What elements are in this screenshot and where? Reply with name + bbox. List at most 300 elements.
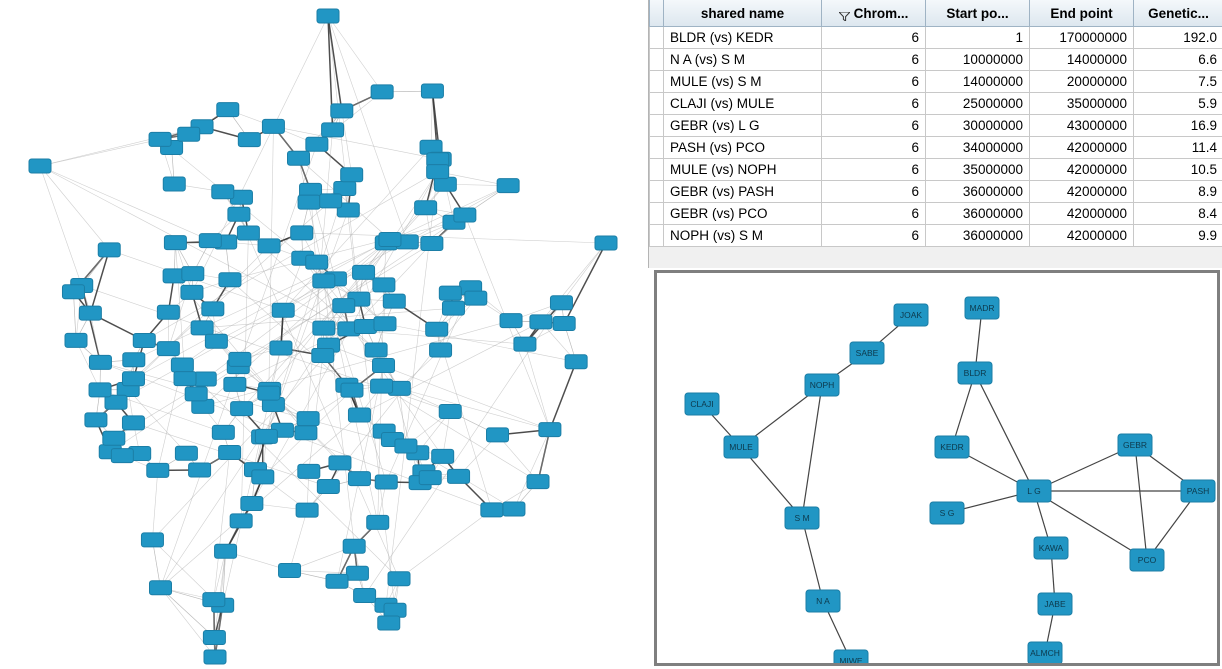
- network-node[interactable]: [353, 265, 375, 279]
- network-node[interactable]: [262, 119, 284, 133]
- network-node[interactable]: [333, 299, 355, 313]
- network-node[interactable]: [395, 439, 417, 453]
- network-node[interactable]: [204, 650, 226, 664]
- network-node[interactable]: [255, 429, 277, 443]
- network-node-shape[interactable]: [298, 464, 320, 478]
- network-node[interactable]: [371, 85, 393, 99]
- table-cell[interactable]: 6: [822, 71, 926, 93]
- network-node-shape[interactable]: [224, 377, 246, 391]
- network-node[interactable]: [421, 236, 443, 250]
- network-node-shape[interactable]: [228, 207, 250, 221]
- network-node-shape[interactable]: [374, 317, 396, 331]
- network-node[interactable]: [212, 185, 234, 199]
- network-node[interactable]: [171, 358, 193, 372]
- subnetwork-node[interactable]: [685, 393, 719, 415]
- network-node-shape[interactable]: [164, 236, 186, 250]
- row-gutter-cell[interactable]: [650, 159, 664, 181]
- network-node-shape[interactable]: [320, 194, 342, 208]
- network-node[interactable]: [111, 449, 133, 463]
- network-node-shape[interactable]: [149, 132, 171, 146]
- row-gutter-cell[interactable]: [650, 203, 664, 225]
- network-node[interactable]: [497, 179, 519, 193]
- network-node[interactable]: [371, 379, 393, 393]
- table-cell[interactable]: 10000000: [926, 49, 1030, 71]
- table-cell[interactable]: 35000000: [1030, 93, 1134, 115]
- table-row[interactable]: [650, 71, 1222, 93]
- table-row[interactable]: [650, 181, 1222, 203]
- column-header-2[interactable]: [926, 0, 1030, 27]
- table-cell[interactable]: 8.4: [1134, 203, 1222, 225]
- network-node[interactable]: [164, 236, 186, 250]
- network-node[interactable]: [133, 333, 155, 347]
- table-cell[interactable]: 6: [822, 93, 926, 115]
- network-node[interactable]: [432, 449, 454, 463]
- network-node-shape[interactable]: [481, 503, 503, 517]
- network-node[interactable]: [481, 503, 503, 517]
- network-node-shape[interactable]: [487, 428, 509, 442]
- network-node-shape[interactable]: [272, 303, 294, 317]
- table-row[interactable]: [650, 203, 1222, 225]
- table-cell[interactable]: 170000000: [1030, 27, 1134, 49]
- network-node-shape[interactable]: [442, 301, 464, 315]
- table-cell[interactable]: 14000000: [1030, 49, 1134, 71]
- network-node-shape[interactable]: [189, 463, 211, 477]
- row-gutter-cell[interactable]: [650, 115, 664, 137]
- subnetwork-edge[interactable]: [1135, 445, 1147, 560]
- network-node[interactable]: [191, 321, 213, 335]
- network-node[interactable]: [228, 207, 250, 221]
- table-cell[interactable]: 16.9: [1134, 115, 1222, 137]
- network-node-shape[interactable]: [454, 208, 476, 222]
- network-node-shape[interactable]: [203, 631, 225, 645]
- subnetwork-node[interactable]: [930, 502, 964, 524]
- table-cell[interactable]: 30000000: [926, 115, 1030, 137]
- network-node[interactable]: [430, 343, 452, 357]
- network-node[interactable]: [322, 123, 344, 137]
- network-node-shape[interactable]: [365, 343, 387, 357]
- network-node[interactable]: [343, 539, 365, 553]
- row-gutter-cell[interactable]: [650, 181, 664, 203]
- table-cell[interactable]: 36000000: [926, 203, 1030, 225]
- network-node[interactable]: [373, 278, 395, 292]
- network-node[interactable]: [298, 464, 320, 478]
- network-node-shape[interactable]: [141, 533, 163, 547]
- filter-icon[interactable]: [839, 9, 850, 18]
- table-cell[interactable]: 6: [822, 115, 926, 137]
- network-node-shape[interactable]: [219, 445, 241, 459]
- network-node[interactable]: [383, 294, 405, 308]
- subnetwork-view[interactable]: [654, 270, 1220, 666]
- network-node-shape[interactable]: [288, 151, 310, 165]
- network-node-shape[interactable]: [439, 286, 461, 300]
- network-node[interactable]: [203, 631, 225, 645]
- network-node[interactable]: [217, 103, 239, 117]
- table-row[interactable]: [650, 115, 1222, 137]
- network-node[interactable]: [147, 463, 169, 477]
- network-node-shape[interactable]: [317, 9, 339, 23]
- network-node[interactable]: [175, 446, 197, 460]
- network-node-shape[interactable]: [238, 133, 260, 147]
- table-cell[interactable]: MULE (vs) S M: [664, 71, 822, 93]
- network-node-shape[interactable]: [379, 233, 401, 247]
- network-node-shape[interactable]: [465, 291, 487, 305]
- network-node[interactable]: [320, 194, 342, 208]
- table-cell[interactable]: 6.6: [1134, 49, 1222, 71]
- network-node[interactable]: [553, 317, 575, 331]
- network-node-shape[interactable]: [296, 503, 318, 517]
- network-node-shape[interactable]: [527, 475, 549, 489]
- network-node-shape[interactable]: [331, 104, 353, 118]
- network-node-shape[interactable]: [98, 243, 120, 257]
- network-node[interactable]: [89, 355, 111, 369]
- network-node[interactable]: [219, 273, 241, 287]
- network-node-shape[interactable]: [298, 195, 320, 209]
- table-cell[interactable]: 20000000: [1030, 71, 1134, 93]
- network-node[interactable]: [514, 337, 536, 351]
- network-node-shape[interactable]: [203, 593, 225, 607]
- network-node[interactable]: [365, 343, 387, 357]
- table-cell[interactable]: 11.4: [1134, 137, 1222, 159]
- network-node[interactable]: [317, 9, 339, 23]
- network-node[interactable]: [421, 84, 443, 98]
- network-node-shape[interactable]: [122, 416, 144, 430]
- network-node[interactable]: [375, 475, 397, 489]
- network-node-shape[interactable]: [373, 358, 395, 372]
- table-row[interactable]: [650, 137, 1222, 159]
- table-cell[interactable]: 42000000: [1030, 137, 1134, 159]
- table-cell[interactable]: 7.5: [1134, 71, 1222, 93]
- network-node-shape[interactable]: [252, 470, 274, 484]
- table-cell[interactable]: GEBR (vs) PASH: [664, 181, 822, 203]
- network-node[interactable]: [439, 404, 461, 418]
- row-gutter-cell[interactable]: [650, 137, 664, 159]
- table-cell[interactable]: 192.0: [1134, 27, 1222, 49]
- network-node[interactable]: [149, 132, 171, 146]
- subnetwork-node[interactable]: [894, 304, 928, 326]
- network-node-shape[interactable]: [514, 337, 536, 351]
- network-node[interactable]: [295, 426, 317, 440]
- network-node[interactable]: [178, 127, 200, 141]
- network-node-shape[interactable]: [383, 294, 405, 308]
- subnetwork-canvas[interactable]: [657, 273, 1217, 663]
- network-node-shape[interactable]: [62, 285, 84, 299]
- row-gutter-cell[interactable]: [650, 49, 664, 71]
- network-node-shape[interactable]: [147, 463, 169, 477]
- network-node[interactable]: [539, 423, 561, 437]
- network-node-shape[interactable]: [182, 267, 204, 281]
- network-node-shape[interactable]: [348, 472, 370, 486]
- network-node-shape[interactable]: [421, 84, 443, 98]
- network-node[interactable]: [415, 201, 437, 215]
- network-node[interactable]: [373, 358, 395, 372]
- network-node[interactable]: [123, 353, 145, 367]
- subnetwork-node[interactable]: [1028, 642, 1062, 663]
- network-node-shape[interactable]: [430, 343, 452, 357]
- network-node-shape[interactable]: [497, 179, 519, 193]
- table-cell[interactable]: 8.9: [1134, 181, 1222, 203]
- network-node-shape[interactable]: [306, 137, 328, 151]
- network-node-shape[interactable]: [65, 333, 87, 347]
- network-node-shape[interactable]: [178, 127, 200, 141]
- network-node-shape[interactable]: [202, 302, 224, 316]
- network-node-shape[interactable]: [262, 119, 284, 133]
- network-node[interactable]: [346, 566, 368, 580]
- subnetwork-node[interactable]: [1034, 537, 1068, 559]
- network-node[interactable]: [174, 372, 196, 386]
- table-cell[interactable]: N A (vs) S M: [664, 49, 822, 71]
- network-node-shape[interactable]: [111, 449, 133, 463]
- table-row[interactable]: [650, 49, 1222, 71]
- network-node[interactable]: [550, 296, 572, 310]
- network-node-shape[interactable]: [439, 404, 461, 418]
- table-header-row[interactable]: [650, 0, 1222, 27]
- subnetwork-edge[interactable]: [975, 373, 1034, 491]
- network-node[interactable]: [230, 514, 252, 528]
- table-cell[interactable]: 6: [822, 137, 926, 159]
- network-node-shape[interactable]: [313, 274, 335, 288]
- network-node-shape[interactable]: [175, 446, 197, 460]
- table-grid[interactable]: [649, 0, 1222, 247]
- network-node[interactable]: [65, 333, 87, 347]
- subnetwork-node[interactable]: [805, 374, 839, 396]
- network-node[interactable]: [454, 208, 476, 222]
- table-cell[interactable]: 9.9: [1134, 225, 1222, 247]
- network-node[interactable]: [103, 431, 125, 445]
- network-node[interactable]: [163, 177, 185, 191]
- network-node-shape[interactable]: [133, 333, 155, 347]
- network-node-shape[interactable]: [237, 226, 259, 240]
- column-header-0[interactable]: [664, 0, 822, 27]
- network-node-shape[interactable]: [367, 515, 389, 529]
- network-node-shape[interactable]: [595, 236, 617, 250]
- network-node-shape[interactable]: [539, 423, 561, 437]
- table-cell[interactable]: 34000000: [926, 137, 1030, 159]
- network-node[interactable]: [313, 321, 335, 335]
- network-node[interactable]: [194, 372, 216, 386]
- network-node[interactable]: [149, 581, 171, 595]
- network-node[interactable]: [306, 255, 328, 269]
- network-node[interactable]: [182, 267, 204, 281]
- network-node-shape[interactable]: [373, 278, 395, 292]
- network-node[interactable]: [306, 137, 328, 151]
- network-node[interactable]: [212, 425, 234, 439]
- table-cell[interactable]: 14000000: [926, 71, 1030, 93]
- subnetwork-node[interactable]: [1017, 480, 1051, 502]
- network-node-shape[interactable]: [174, 372, 196, 386]
- table-cell[interactable]: 6: [822, 203, 926, 225]
- network-node-shape[interactable]: [333, 299, 355, 313]
- network-node-shape[interactable]: [326, 574, 348, 588]
- row-gutter-cell[interactable]: [650, 225, 664, 247]
- network-node[interactable]: [231, 402, 253, 416]
- column-header-1[interactable]: [822, 0, 926, 27]
- table-cell[interactable]: 25000000: [926, 93, 1030, 115]
- network-node[interactable]: [500, 314, 522, 328]
- table-cell[interactable]: NOPH (vs) S M: [664, 225, 822, 247]
- network-node[interactable]: [79, 306, 101, 320]
- network-node[interactable]: [465, 291, 487, 305]
- network-node-shape[interactable]: [157, 342, 179, 356]
- network-node-shape[interactable]: [353, 265, 375, 279]
- column-header-4[interactable]: [1134, 0, 1222, 27]
- network-node-shape[interactable]: [103, 431, 125, 445]
- network-node-shape[interactable]: [565, 355, 587, 369]
- network-node[interactable]: [258, 386, 280, 400]
- subnetwork-node[interactable]: [806, 590, 840, 612]
- table-cell[interactable]: 42000000: [1030, 203, 1134, 225]
- network-node[interactable]: [354, 319, 376, 333]
- table-row[interactable]: [650, 225, 1222, 247]
- subnetwork-edge[interactable]: [802, 518, 823, 601]
- row-gutter-cell[interactable]: [650, 71, 664, 93]
- network-node-shape[interactable]: [230, 514, 252, 528]
- network-node-shape[interactable]: [500, 314, 522, 328]
- network-node-shape[interactable]: [329, 456, 351, 470]
- subnetwork-node[interactable]: [958, 362, 992, 384]
- network-node[interactable]: [503, 502, 525, 516]
- table-cell[interactable]: 42000000: [1030, 159, 1134, 181]
- network-node[interactable]: [326, 574, 348, 588]
- table-cell[interactable]: MULE (vs) NOPH: [664, 159, 822, 181]
- network-node-shape[interactable]: [255, 429, 277, 443]
- network-node[interactable]: [229, 352, 251, 366]
- subnetwork-node[interactable]: [1118, 434, 1152, 456]
- table-cell[interactable]: BLDR (vs) KEDR: [664, 27, 822, 49]
- network-node[interactable]: [238, 133, 260, 147]
- network-node-shape[interactable]: [279, 564, 301, 578]
- table-cell[interactable]: 36000000: [926, 181, 1030, 203]
- network-node[interactable]: [378, 616, 400, 630]
- network-node-shape[interactable]: [29, 159, 51, 173]
- subnetwork-node[interactable]: [850, 342, 884, 364]
- network-node-shape[interactable]: [306, 255, 328, 269]
- network-node[interactable]: [317, 480, 339, 494]
- table-body[interactable]: [650, 27, 1222, 247]
- table-cell[interactable]: 35000000: [926, 159, 1030, 181]
- subnetwork-node-layer[interactable]: [685, 297, 1215, 663]
- network-node-shape[interactable]: [317, 480, 339, 494]
- network-node-shape[interactable]: [205, 334, 227, 348]
- network-node-shape[interactable]: [89, 355, 111, 369]
- network-node[interactable]: [296, 503, 318, 517]
- network-node-shape[interactable]: [291, 226, 313, 240]
- network-node-shape[interactable]: [421, 236, 443, 250]
- network-node[interactable]: [379, 233, 401, 247]
- network-node-shape[interactable]: [384, 603, 406, 617]
- network-node[interactable]: [270, 341, 292, 355]
- network-node[interactable]: [298, 195, 320, 209]
- network-node[interactable]: [341, 168, 363, 182]
- network-node-shape[interactable]: [434, 177, 456, 191]
- network-node[interactable]: [224, 377, 246, 391]
- network-node-shape[interactable]: [122, 372, 144, 386]
- table-cell[interactable]: 6: [822, 49, 926, 71]
- network-node[interactable]: [202, 302, 224, 316]
- network-node-shape[interactable]: [553, 317, 575, 331]
- network-node-layer[interactable]: [29, 9, 617, 664]
- network-node-shape[interactable]: [354, 319, 376, 333]
- network-node[interactable]: [203, 593, 225, 607]
- network-node[interactable]: [565, 355, 587, 369]
- network-node[interactable]: [157, 342, 179, 356]
- network-node[interactable]: [374, 317, 396, 331]
- table-cell[interactable]: GEBR (vs) PCO: [664, 203, 822, 225]
- table-row[interactable]: [650, 93, 1222, 115]
- network-node-shape[interactable]: [191, 321, 213, 335]
- network-node-shape[interactable]: [378, 616, 400, 630]
- network-node-shape[interactable]: [123, 353, 145, 367]
- network-node[interactable]: [98, 243, 120, 257]
- network-node-shape[interactable]: [192, 399, 214, 413]
- network-node-shape[interactable]: [322, 123, 344, 137]
- network-node-shape[interactable]: [229, 352, 251, 366]
- network-node[interactable]: [419, 471, 441, 485]
- network-node[interactable]: [205, 334, 227, 348]
- network-node-shape[interactable]: [219, 273, 241, 287]
- table-cell[interactable]: 43000000: [1030, 115, 1134, 137]
- network-node[interactable]: [185, 387, 207, 401]
- network-node-shape[interactable]: [348, 408, 370, 422]
- subnetwork-node[interactable]: [834, 650, 868, 663]
- row-gutter-cell[interactable]: [650, 93, 664, 115]
- network-node[interactable]: [530, 315, 552, 329]
- network-node-shape[interactable]: [295, 426, 317, 440]
- network-node[interactable]: [331, 104, 353, 118]
- network-node[interactable]: [388, 572, 410, 586]
- table-cell[interactable]: GEBR (vs) L G: [664, 115, 822, 137]
- network-node[interactable]: [487, 428, 509, 442]
- network-node-shape[interactable]: [89, 383, 111, 397]
- network-node-shape[interactable]: [157, 305, 179, 319]
- network-node-shape[interactable]: [503, 502, 525, 516]
- table-cell[interactable]: 42000000: [1030, 225, 1134, 247]
- network-node[interactable]: [439, 286, 461, 300]
- network-node-shape[interactable]: [231, 402, 253, 416]
- table-cell[interactable]: 42000000: [1030, 181, 1134, 203]
- network-node-shape[interactable]: [530, 315, 552, 329]
- network-node-shape[interactable]: [258, 239, 280, 253]
- network-node[interactable]: [189, 463, 211, 477]
- network-node-shape[interactable]: [212, 185, 234, 199]
- network-node[interactable]: [527, 475, 549, 489]
- network-node[interactable]: [297, 412, 319, 426]
- network-node-shape[interactable]: [215, 544, 237, 558]
- subnetwork-node[interactable]: [1181, 480, 1215, 502]
- network-node[interactable]: [427, 165, 449, 179]
- network-node-shape[interactable]: [550, 296, 572, 310]
- network-node-shape[interactable]: [341, 168, 363, 182]
- network-node-shape[interactable]: [79, 306, 101, 320]
- network-node[interactable]: [241, 496, 263, 510]
- network-node[interactable]: [89, 383, 111, 397]
- table-cell[interactable]: 36000000: [926, 225, 1030, 247]
- table-cell[interactable]: PASH (vs) PCO: [664, 137, 822, 159]
- network-node-shape[interactable]: [199, 234, 221, 248]
- network-node-shape[interactable]: [194, 372, 216, 386]
- network-node[interactable]: [341, 383, 363, 397]
- table-cell[interactable]: 10.5: [1134, 159, 1222, 181]
- network-node-shape[interactable]: [85, 413, 107, 427]
- network-node[interactable]: [122, 416, 144, 430]
- table-cell[interactable]: CLAJI (vs) MULE: [664, 93, 822, 115]
- network-node-shape[interactable]: [343, 539, 365, 553]
- table-cell[interactable]: 6: [822, 181, 926, 203]
- edge-attribute-table[interactable]: [648, 0, 1222, 268]
- network-node[interactable]: [279, 564, 301, 578]
- column-header-3[interactable]: [1030, 0, 1134, 27]
- network-node[interactable]: [199, 234, 221, 248]
- network-node[interactable]: [448, 469, 470, 483]
